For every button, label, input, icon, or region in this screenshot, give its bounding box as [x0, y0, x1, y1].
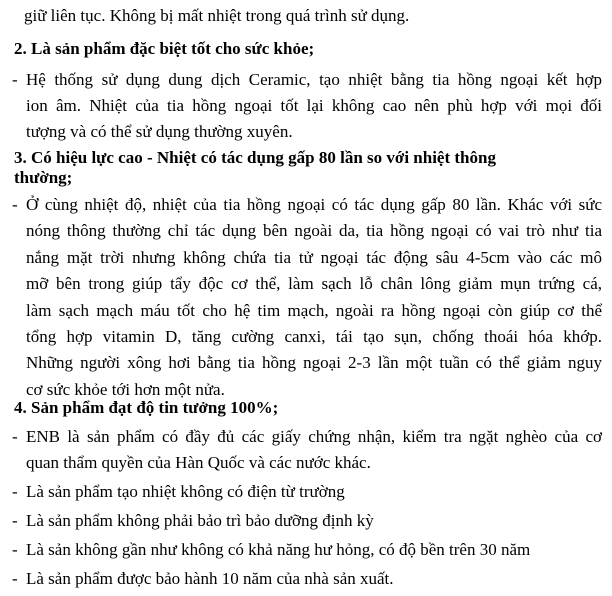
- bullet-dash: -: [12, 569, 18, 588]
- paragraph: [26, 480, 602, 504]
- text-line: quan thẩm quyền của Hàn Quốc và các nước khác.: [26, 453, 371, 472]
- bullet-dash: -: [12, 427, 18, 446]
- text-line: mỡ bên trong giúp tẩy độc cơ thể, làm sạch lỗ chân lông giảm mụn trứng cá,: [26, 274, 602, 294]
- text-line: tổng hợp vitamin D, tăng cường canxi, tái tạo sụn, chống thoái hóa khớp.: [26, 326, 602, 346]
- section-heading-4: 4. Sản phẩm đạt độ tin tưởng 100%;: [14, 398, 279, 417]
- text-line: Hệ thống sử dụng dung dịch Ceramic, tạo nhiệt bằng tia hồng ngoại kết hợp: [26, 70, 602, 89]
- paragraph: [26, 538, 602, 562]
- section-heading-3-cont: thường;: [14, 168, 73, 187]
- text-line: cơ sức khỏe tới hơn một nửa.: [26, 379, 225, 399]
- bullet-dash: -: [12, 195, 18, 214]
- text-line: nắng mặt trời nhưng không chứa tia tử ngoại tác động sâu 4-5cm vào các mô: [26, 247, 602, 267]
- text-line: làm sạch mạch máu tốt cho hệ tim mạch, ngoài ra hồng ngoại còn giúp cơ thể: [26, 300, 602, 320]
- paragraph: [26, 509, 602, 533]
- text-line: Những người xông hơi bằng tia hồng ngoại 2-3 lần một tuần có thể giảm nguy: [26, 353, 602, 373]
- paragraph: [26, 567, 602, 591]
- text-line: Là sản phẩm được bảo hành 10 năm của nhà sản xuất.: [26, 569, 394, 588]
- text-line: Là sản không gần như không có khả năng hư hỏng, có độ bền trên 30 năm: [26, 540, 531, 559]
- bullet-dash: -: [12, 70, 18, 89]
- paragraph: [26, 68, 602, 146]
- text-line: ion âm. Nhiệt của tia hồng ngoại tốt lại không cao nên phù hợp với mọi đối: [26, 96, 602, 115]
- text-line: Là sản phẩm tạo nhiệt không có điện từ trường: [26, 482, 345, 501]
- intro-line: giữ liên tục. Không bị mất nhiệt trong quá trình sử dụng.: [24, 6, 410, 25]
- text-line: nóng thông thường chỉ tác dụng bên ngoài da, tia hồng ngoại có vai trò như tia: [26, 221, 602, 241]
- text-line: tượng và có thể sử dụng thường xuyên.: [26, 122, 293, 141]
- bullet-dash: -: [12, 511, 18, 530]
- text-line: ENB là sản phẩm có đầy đủ các giấy chứng nhận, kiểm tra ngặt nghèo của cơ: [26, 427, 602, 446]
- section-heading-2: 2. Là sản phẩm đặc biệt tốt cho sức khỏe;: [14, 39, 315, 58]
- bullet-dash: -: [12, 482, 18, 501]
- section-heading-3: 3. Có hiệu lực cao - Nhiệt có tác dụng gấp 80 lần so với nhiệt thông: [14, 148, 496, 167]
- text-line: Là sản phẩm không phải bảo trì bảo dưỡng định kỳ: [26, 511, 374, 530]
- bullet-dash: -: [12, 540, 18, 559]
- text-line: Ở cùng nhiệt độ, nhiệt của tia hồng ngoại có tác dụng gấp 80 lần. Khác với sức: [26, 195, 602, 214]
- paragraph: [26, 193, 602, 404]
- paragraph: [26, 425, 602, 477]
